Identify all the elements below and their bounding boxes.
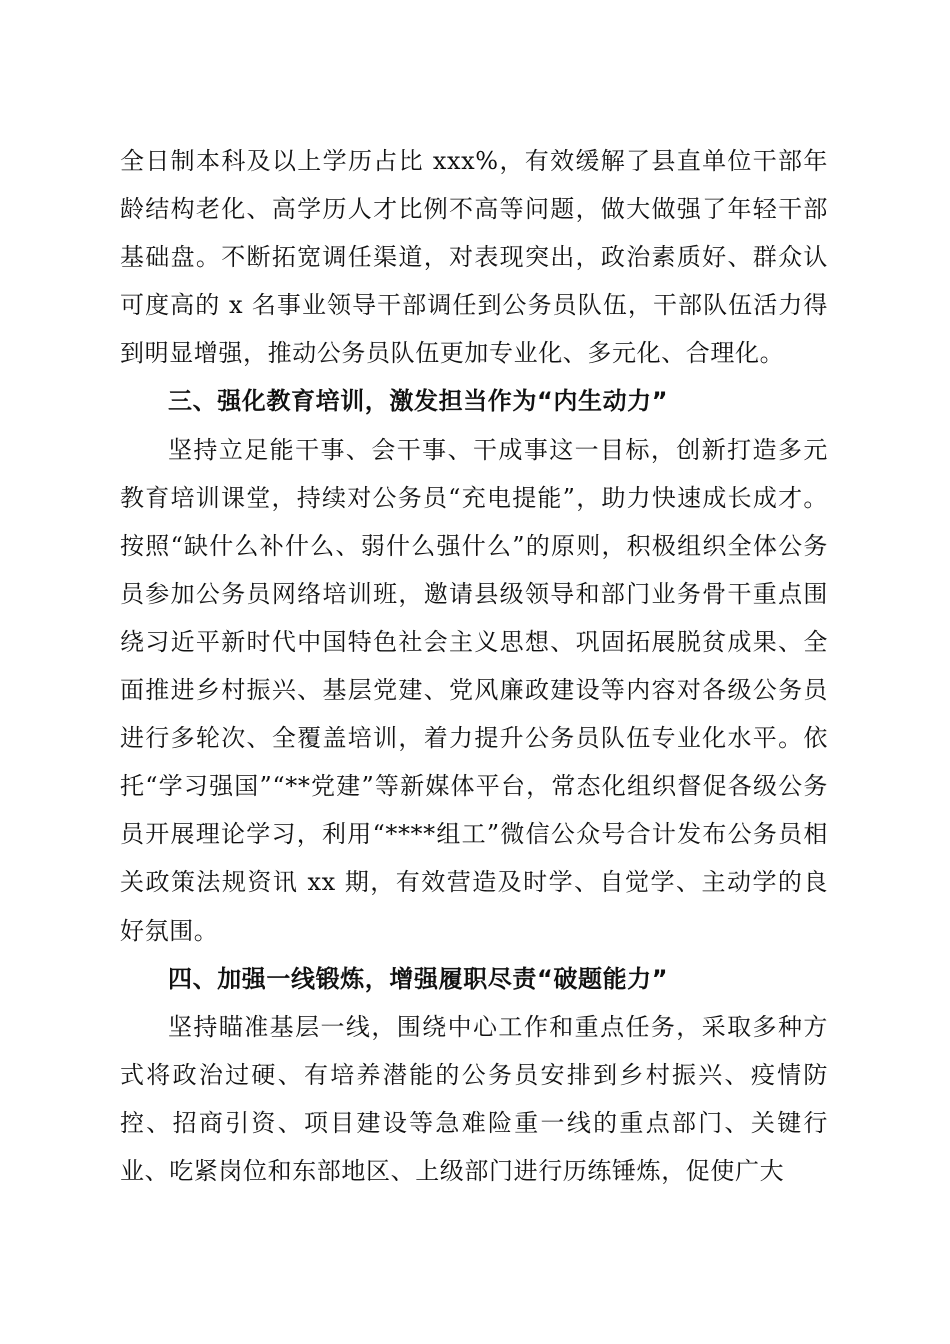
paragraph-education-training: 坚持立足能干事、会干事、干成事这一目标，创新打造多元教育培训课堂，持续对公务员“充电提能”，助力快速成长成才。按照“缺什么补什么、弱什么强什么”的原则，积极组织全体公务员参加公务员网络培训班，邀请县级领导和部门业务骨干重点围绕习近平新时代中国特色社会主义思想、巩固拓展脱贫成果、全面推进乡村振兴、基层党建、党风廉政建设等内容对各级公务员进行多轮次、全覆盖培训，着力提升公务员队伍专业化水平。依托“学习强国”“**党建”等新媒体平台，常态化组织督促各级公务员开展理论学习，利用“****组工”微信公众号合计发布公务员相关政策法规资讯 xx 期，有效营造及时学、自觉学、主动学的良好氛围。	[120, 435, 828, 945]
section-heading-4: 四、加强一线锻炼，增强履职尽责“破题能力”	[168, 964, 669, 993]
section-heading-3: 三、强化教育培训，激发担当作为“内生动力”	[168, 387, 669, 416]
paragraph-continuation: 全日制本科及以上学历占比 xxx%，有效缓解了县直单位干部年龄结构老化、高学历人才比例不高等问题，做大做强了年轻干部基础盘。不断拓宽调任渠道，对表现突出，政治素质好、群众认可度高的 x 名事业领导干部调任到公务员队伍，干部队伍活力得到明显增强，推动公务员队伍更加专业化、多元化、合理化。	[120, 147, 828, 368]
paragraph-frontline-training: 坚持瞄准基层一线，围绕中心工作和重点任务，采取多种方式将政治过硬、有培养潜能的公务员安排到乡村振兴、疫情防控、招商引资、项目建设等急难险重一线的重点部门、关键行业、吃紧岗位和东部地区、上级部门进行历练锤炼，促使广大	[120, 1012, 828, 1185]
document-body	[120, 137, 828, 1195]
